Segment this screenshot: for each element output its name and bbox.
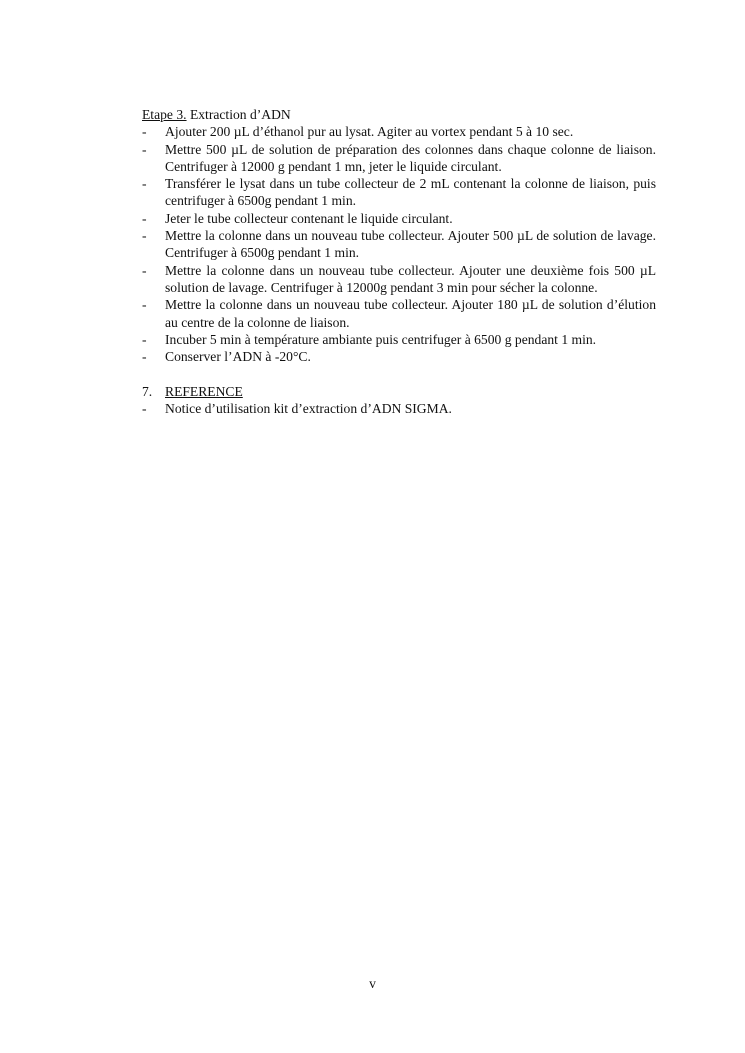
reference-list [142,400,656,417]
list-item [142,175,656,210]
reference-heading [142,383,656,400]
step-text: Jeter le tube collecteur contenant le liquide circulant. [165,210,453,226]
list-item [142,331,656,348]
step-heading [142,106,656,123]
list-item [142,348,656,365]
bullet-dash: - [142,331,147,347]
list-item [142,227,656,262]
step-text: Mettre la colonne dans un nouveau tube collecteur. Ajouter 180 µL de solution d’élution au centre de la colonne de liaison. [165,297,656,330]
page-number: v [369,976,376,991]
bullet-dash: - [142,228,147,244]
reference-text: Notice d’utilisation kit d’extraction d’ADN SIGMA. [165,401,452,417]
list-item [142,262,656,297]
bullet-dash: - [142,124,147,140]
bullet-dash: - [142,262,147,278]
step-text: Mettre la colonne dans un nouveau tube collecteur. Ajouter une deuxième fois 500 µL solution de lavage. Centrifuger à 12000g pendant 3 min pour sécher la colonne. [165,262,656,295]
section-spacer [142,365,656,382]
step-text: Incuber 5 min à température ambiante puis centrifuger à 6500 g pendant 1 min. [165,331,597,347]
document-body [142,106,656,417]
reference-number: 7. [142,383,153,399]
step-text: Ajouter 200 µL d’éthanol pur au lysat. Agiter au vortex pendant 5 à 10 sec. [165,124,574,140]
list-item [142,210,656,227]
list-item [142,123,656,140]
step-text: Conserver l’ADN à -20°C. [165,349,311,365]
bullet-dash: - [142,176,147,192]
step-text: Transférer le lysat dans un tube collecteur de 2 mL contenant la colonne de liaison, puis centrifuger à 6500g pendant 1 min. [165,176,656,209]
list-item [142,141,656,176]
bullet-dash: - [142,401,147,417]
list-item [142,400,656,417]
protocol-steps-list [142,123,656,365]
step-text: Mettre la colonne dans un nouveau tube collecteur. Ajouter 500 µL de solution de lavage. Centrifuger à 6500g pendant 1 min. [165,228,656,261]
step-label: Etape 3. [142,107,187,122]
list-item [142,296,656,331]
bullet-dash: - [142,297,147,313]
reference-title: REFERENCE [165,383,243,399]
bullet-dash: - [142,210,147,226]
bullet-dash: - [142,349,147,365]
step-text: Mettre 500 µL de solution de préparation des colonnes dans chaque colonne de liaison. Centrifuger à 12000 g pendant 1 mn, jeter le liquide circulant. [165,141,656,174]
bullet-dash: - [142,141,147,157]
step-title: Extraction d’ADN [186,107,291,122]
